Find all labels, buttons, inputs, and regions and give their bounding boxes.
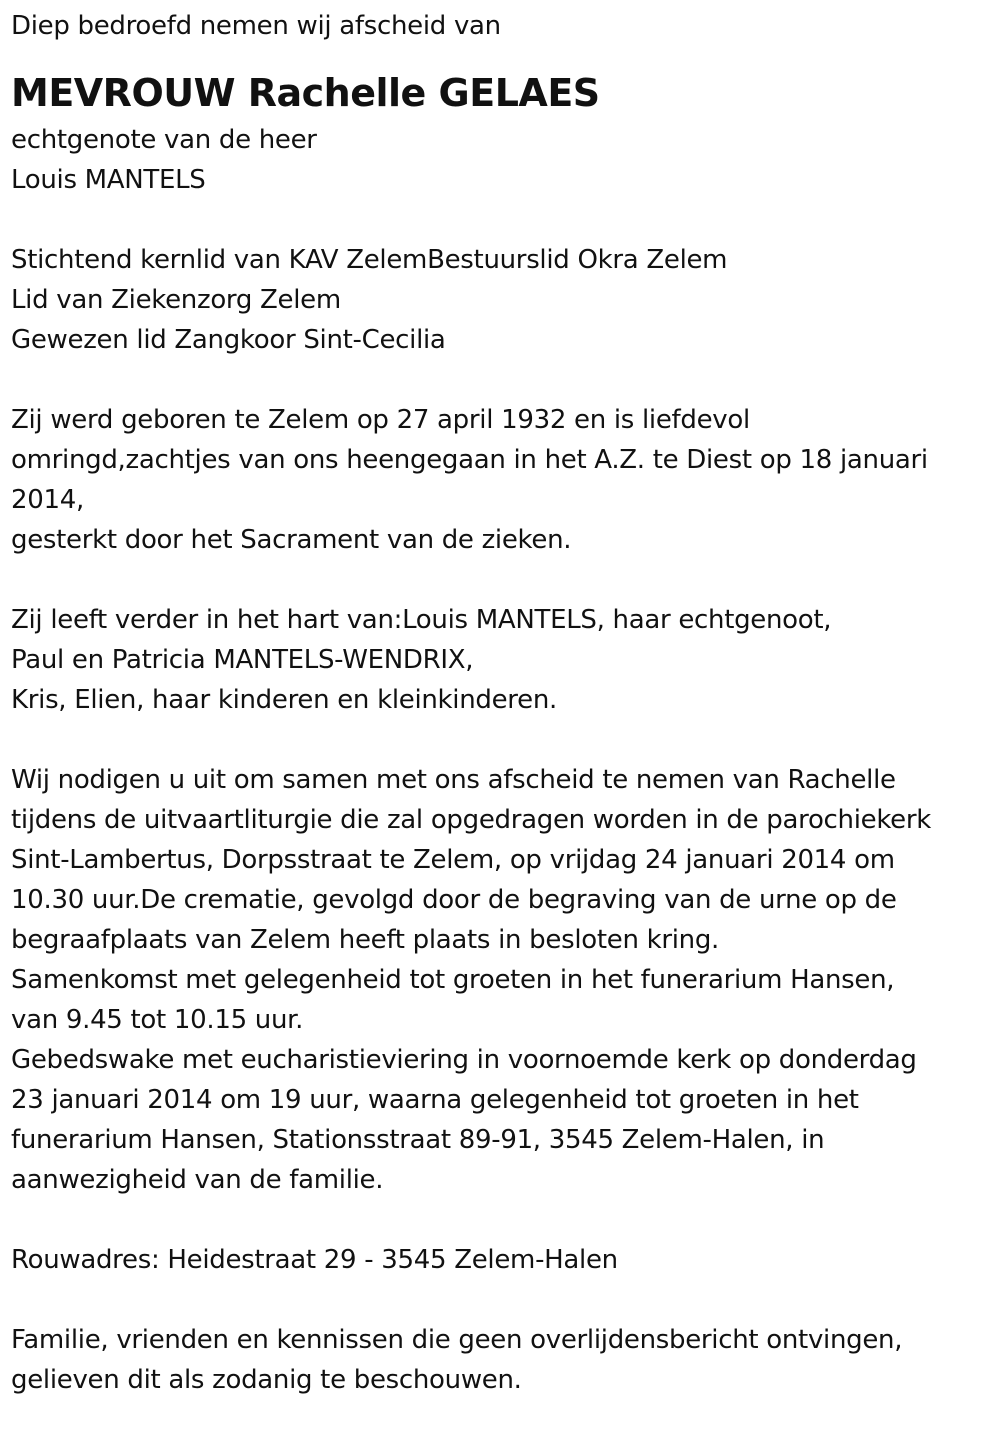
ceremony-line: Sint-Lambertus, Dorpsstraat te Zelem, op vrijdag 24 januari 2014 om (11, 845, 895, 875)
spacer (11, 200, 986, 240)
ceremony-line: funerarium Hansen, Stationsstraat 89-91, 3545 Zelem-Halen, in (11, 1125, 825, 1155)
closing-line: gelieven dit als zodanig te beschouwen. (11, 1365, 522, 1395)
spacer (11, 1280, 986, 1320)
deceased-name: MEVROUW Rachelle GELAES (11, 71, 600, 115)
spacer (11, 720, 986, 760)
spouse-name: Louis MANTELS (11, 165, 206, 195)
mourning-address: Rouwadres: Heidestraat 29 - 3545 Zelem-Halen (11, 1245, 618, 1275)
obituary-notice (11, 6, 986, 1400)
ceremony-line: Samenkomst met gelegenheid tot groeten in het funerarium Hansen, (11, 965, 895, 995)
membership-line: Lid van Ziekenzorg Zelem (11, 285, 341, 315)
survived-by-line: Kris, Elien, haar kinderen en kleinkinderen. (11, 685, 557, 715)
birth-death-line: omringd,zachtjes van ons heengegaan in het A.Z. te Diest op 18 januari (11, 445, 928, 475)
spacer (11, 1200, 986, 1240)
birth-death-line: 2014, (11, 485, 84, 515)
ceremony-line: van 9.45 tot 10.15 uur. (11, 1005, 304, 1035)
ceremony-line: Wij nodigen u uit om samen met ons afscheid te nemen van Rachelle (11, 765, 896, 795)
birth-death-line: gesterkt door het Sacrament van de zieken. (11, 525, 572, 555)
membership-line: Gewezen lid Zangkoor Sint-Cecilia (11, 325, 446, 355)
ceremony-line: 23 januari 2014 om 19 uur, waarna gelegenheid tot groeten in het (11, 1085, 859, 1115)
membership-line: Stichtend kernlid van KAV ZelemBestuurslid Okra Zelem (11, 245, 728, 275)
survived-by-line: Zij leeft verder in het hart van:Louis MANTELS, haar echtgenoot, (11, 605, 832, 635)
ceremony-line: 10.30 uur.De crematie, gevolgd door de begraving van de urne op de (11, 885, 897, 915)
birth-death-line: Zij werd geboren te Zelem op 27 april 1932 en is liefdevol (11, 405, 750, 435)
ceremony-line: Gebedswake met eucharistieviering in voornoemde kerk op donderdag (11, 1045, 917, 1075)
spacer (11, 360, 986, 400)
intro-text: Diep bedroefd nemen wij afscheid van (11, 11, 501, 41)
closing-line: Familie, vrienden en kennissen die geen overlijdensbericht ontvingen, (11, 1325, 903, 1355)
ceremony-line: begraafplaats van Zelem heeft plaats in besloten kring. (11, 925, 720, 955)
survived-by-line: Paul en Patricia MANTELS-WENDRIX, (11, 645, 474, 675)
spacer (11, 560, 986, 600)
ceremony-line: tijdens de uitvaartliturgie die zal opgedragen worden in de parochiekerk (11, 805, 932, 835)
ceremony-line: aanwezigheid van de familie. (11, 1165, 384, 1195)
spouse-relation: echtgenote van de heer (11, 125, 317, 155)
